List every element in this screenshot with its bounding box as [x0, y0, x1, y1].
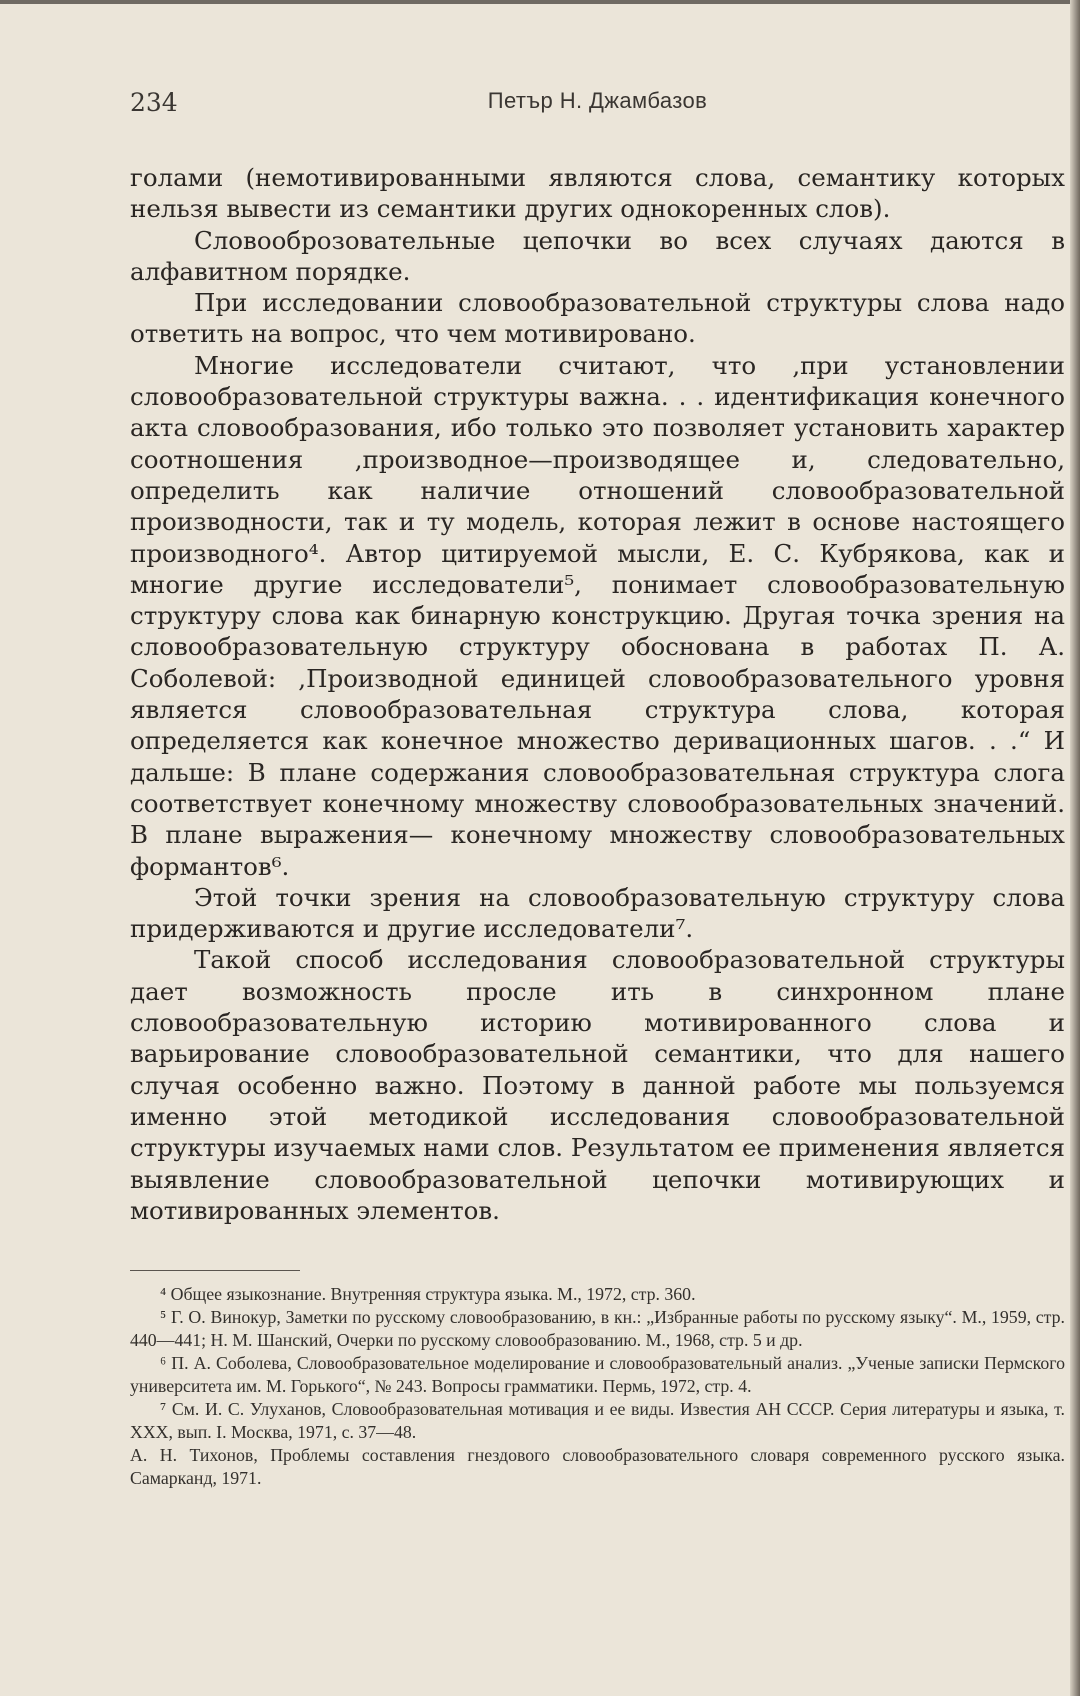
- paragraph-3: При исследовании словообразовательной структуры слова надо ответить на вопрос, что чем мотивировано.: [130, 288, 1065, 349]
- running-head: [130, 80, 1065, 124]
- footnote-7: ⁷ См. И. С. Улуханов, Словообразовательная мотивация и ее виды. Известия АН СССР. Серия литературы и языка, т. XXX, вып. I. Москва, 1971, с. 37—48.: [130, 1399, 1065, 1443]
- paragraph-4: Многие исследователи считают, что ,при установлении словообразовательной структуры важна. . . идентификация конечного акта словообразования, ибо только это позволяет установить характер соотношения ,производное—производящее и, следовательно, определить как наличие отношений словообразовательной производности, так и ту модель, которая лежит в основе настоящего производного⁴. Автор цитируемой мысли, Е. С. Кубрякова, как и многие другие исследователи⁵, понимает словообразовательную структуру слова как бинарную конструкцию. Другая точка зрения на словообразовательную структуру обоснована в работах П. А. Соболевой: ,Производной единицей словообразовательного уровня является словообразовательная структура слова, которая определяется как конечное множество деривационных шагов. . .“ И дальше: В плане содержания словообразовательная структура слога соответствует конечному множеству словообразовательных значений. В плане выражения— конечному множеству словообразовательных формантов⁶.: [130, 350, 1065, 881]
- paragraph-1: голами (немотивированными являются слова, семантику которых нельзя вывести из семантики других однокоренных слов).: [130, 163, 1065, 224]
- footnote-6: ⁶ П. А. Соболева, Словообразовательное моделирование и словообразовательный анализ. „Ученые записки Пермского университета им. М. Горького“, № 243. Вопросы грамматики. Пермь, 1972, стр. 4.: [130, 1353, 1065, 1397]
- running-title: Петър Н. Джамбазов: [487, 88, 708, 113]
- page-edge-shadow: [1070, 0, 1080, 1696]
- footnotes: [130, 1283, 1065, 1490]
- body-text: [130, 162, 1065, 1226]
- footnote-7-continued: А. Н. Тихонов, Проблемы составления гнездового словообразовательного словаря современного русского языка. Самарканд, 1971.: [130, 1445, 1065, 1489]
- page: [130, 80, 1065, 1490]
- page-number: 234: [130, 88, 178, 117]
- footnote-4: ⁴ Общее языкознание. Внутренняя структура языка. М., 1972, стр. 360.: [160, 1284, 696, 1305]
- top-edge-rule: [0, 0, 1080, 4]
- footnote-separator: [130, 1270, 300, 1271]
- footnote-5: ⁵ Г. О. Винокур, Заметки по русскому словообразованию, в кн.: „Избранные работы по русскому языку“. М., 1959, стр. 440—441; Н. М. Шанский, Очерки по русскому словообразованию. М., 1968, стр. 5 и др.: [130, 1307, 1065, 1351]
- paragraph-2: Словооброзовательные цепочки во всех случаях даются в алфавитном порядке.: [130, 225, 1065, 286]
- paragraph-6: Такой способ исследования словообразовательной структуры дает возможность просле ить в синхронном плане словообразовательную историю мотивированного слова и варьирование словообразовательной семантики, что для нашего случая особенно важно. Поэтому в данной работе мы пользуемся именно этой методикой исследования словообразовательной структуры изучаемых нами слов. Результатом ее применения является выявление словообразовательной цепочки мотивирующих и мотивированных элементов.: [130, 945, 1065, 1225]
- paragraph-5: Этой точки зрения на словообразовательную структуру слова придерживаются и другие исследователи⁷.: [130, 882, 1065, 944]
